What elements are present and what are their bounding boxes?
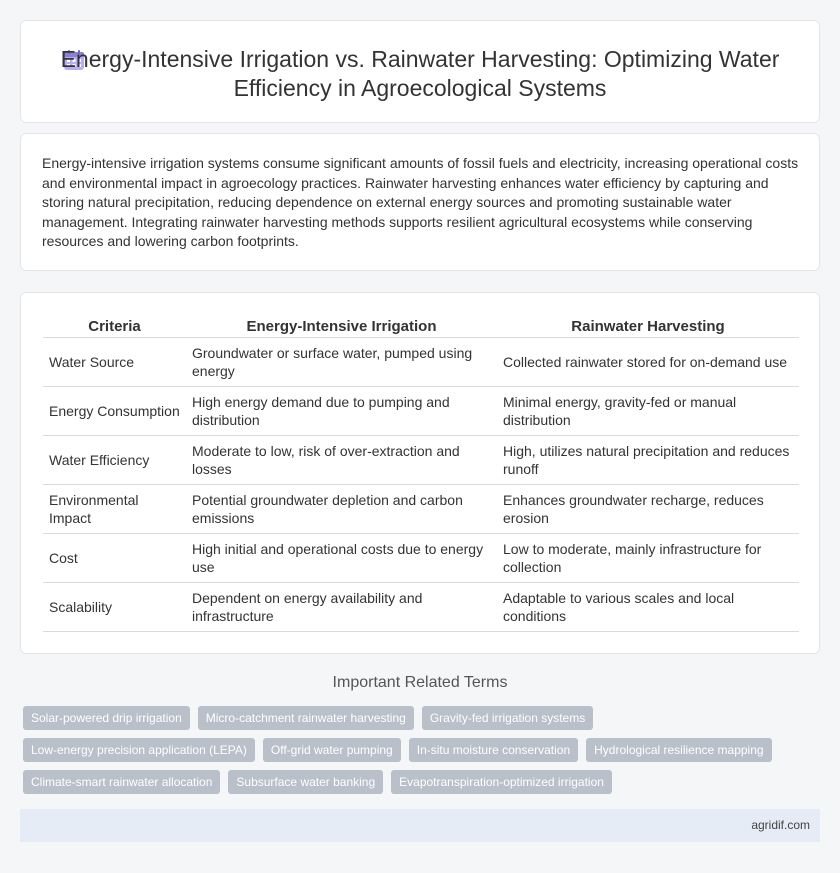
related-terms-list <box>23 706 813 794</box>
table-cell: High energy demand due to pumping and distribution <box>186 387 497 436</box>
table-cell: Cost <box>43 534 186 583</box>
comparison-table-card <box>20 292 820 654</box>
table-row <box>43 387 799 436</box>
table-cell: Adaptable to various scales and local conditions <box>497 583 799 632</box>
related-term-tag[interactable]: Evapotranspiration-optimized irrigation <box>391 770 612 794</box>
table-row <box>43 583 799 632</box>
table-row <box>43 436 799 485</box>
table-cell: Low to moderate, mainly infrastructure for collection <box>497 534 799 583</box>
summary-card <box>20 133 820 271</box>
table-cell: Water Source <box>43 338 186 387</box>
related-term-tag[interactable]: Subsurface water banking <box>228 770 383 794</box>
table-cell: Enhances groundwater recharge, reduces erosion <box>497 485 799 534</box>
table-cell: Environmental Impact <box>43 485 186 534</box>
table-cell: High, utilizes natural precipitation and reduces runoff <box>497 436 799 485</box>
related-term-tag[interactable]: Climate-smart rainwater allocation <box>23 770 220 794</box>
related-term-tag[interactable]: Solar-powered drip irrigation <box>23 706 190 730</box>
table-cell: Water Efficiency <box>43 436 186 485</box>
column-header: Energy-Intensive Irrigation <box>186 315 497 338</box>
table-cell: Scalability <box>43 583 186 632</box>
footer <box>20 809 820 842</box>
related-term-tag[interactable]: Micro-catchment rainwater harvesting <box>198 706 414 730</box>
comparison-table <box>43 315 799 632</box>
related-term-tag[interactable]: Low-energy precision application (LEPA) <box>23 738 255 762</box>
table-cell: Collected rainwater stored for on-demand use <box>497 338 799 387</box>
table-row <box>43 485 799 534</box>
table-cell: Dependent on energy availability and infrastructure <box>186 583 497 632</box>
related-term-tag[interactable]: In-situ moisture conservation <box>409 738 578 762</box>
column-header: Criteria <box>43 315 186 338</box>
table-cell: Potential groundwater depletion and carbon emissions <box>186 485 497 534</box>
column-header: Rainwater Harvesting <box>497 315 799 338</box>
table-row <box>43 534 799 583</box>
table-cell: High initial and operational costs due to energy use <box>186 534 497 583</box>
related-term-tag[interactable]: Off-grid water pumping <box>263 738 401 762</box>
table-header-row <box>43 315 799 338</box>
related-terms-heading: Important Related Terms <box>332 674 508 691</box>
page-title: Energy-Intensive Irrigation vs. Rainwater Harvesting: Optimizing Water Efficiency in Agroecological Systems <box>60 46 780 101</box>
table-row <box>43 338 799 387</box>
table-cell: Minimal energy, gravity-fed or manual distribution <box>497 387 799 436</box>
table-cell: Energy Consumption <box>43 387 186 436</box>
table-cell: Moderate to low, risk of over-extraction and losses <box>186 436 497 485</box>
related-term-tag[interactable]: Gravity-fed irrigation systems <box>422 706 593 730</box>
footer-site-link[interactable]: agridif.com <box>751 818 810 832</box>
table-cell: Groundwater or surface water, pumped using energy <box>186 338 497 387</box>
summary-paragraph: Energy-intensive irrigation systems consume significant amounts of fossil fuels and electricity, increasing operational costs and environmental impact in agroecology practices. Rainwater harvesting enhances water efficiency by capturing and storing natural precipitation, reducing dependence on external energy sources and promoting sustainable water management. Integrating rainwater harvesting methods supports resilient agricultural ecosystems while conserving resources and lowering carbon footprints. <box>42 155 799 250</box>
title-card <box>20 20 820 123</box>
related-term-tag[interactable]: Hydrological resilience mapping <box>586 738 771 762</box>
